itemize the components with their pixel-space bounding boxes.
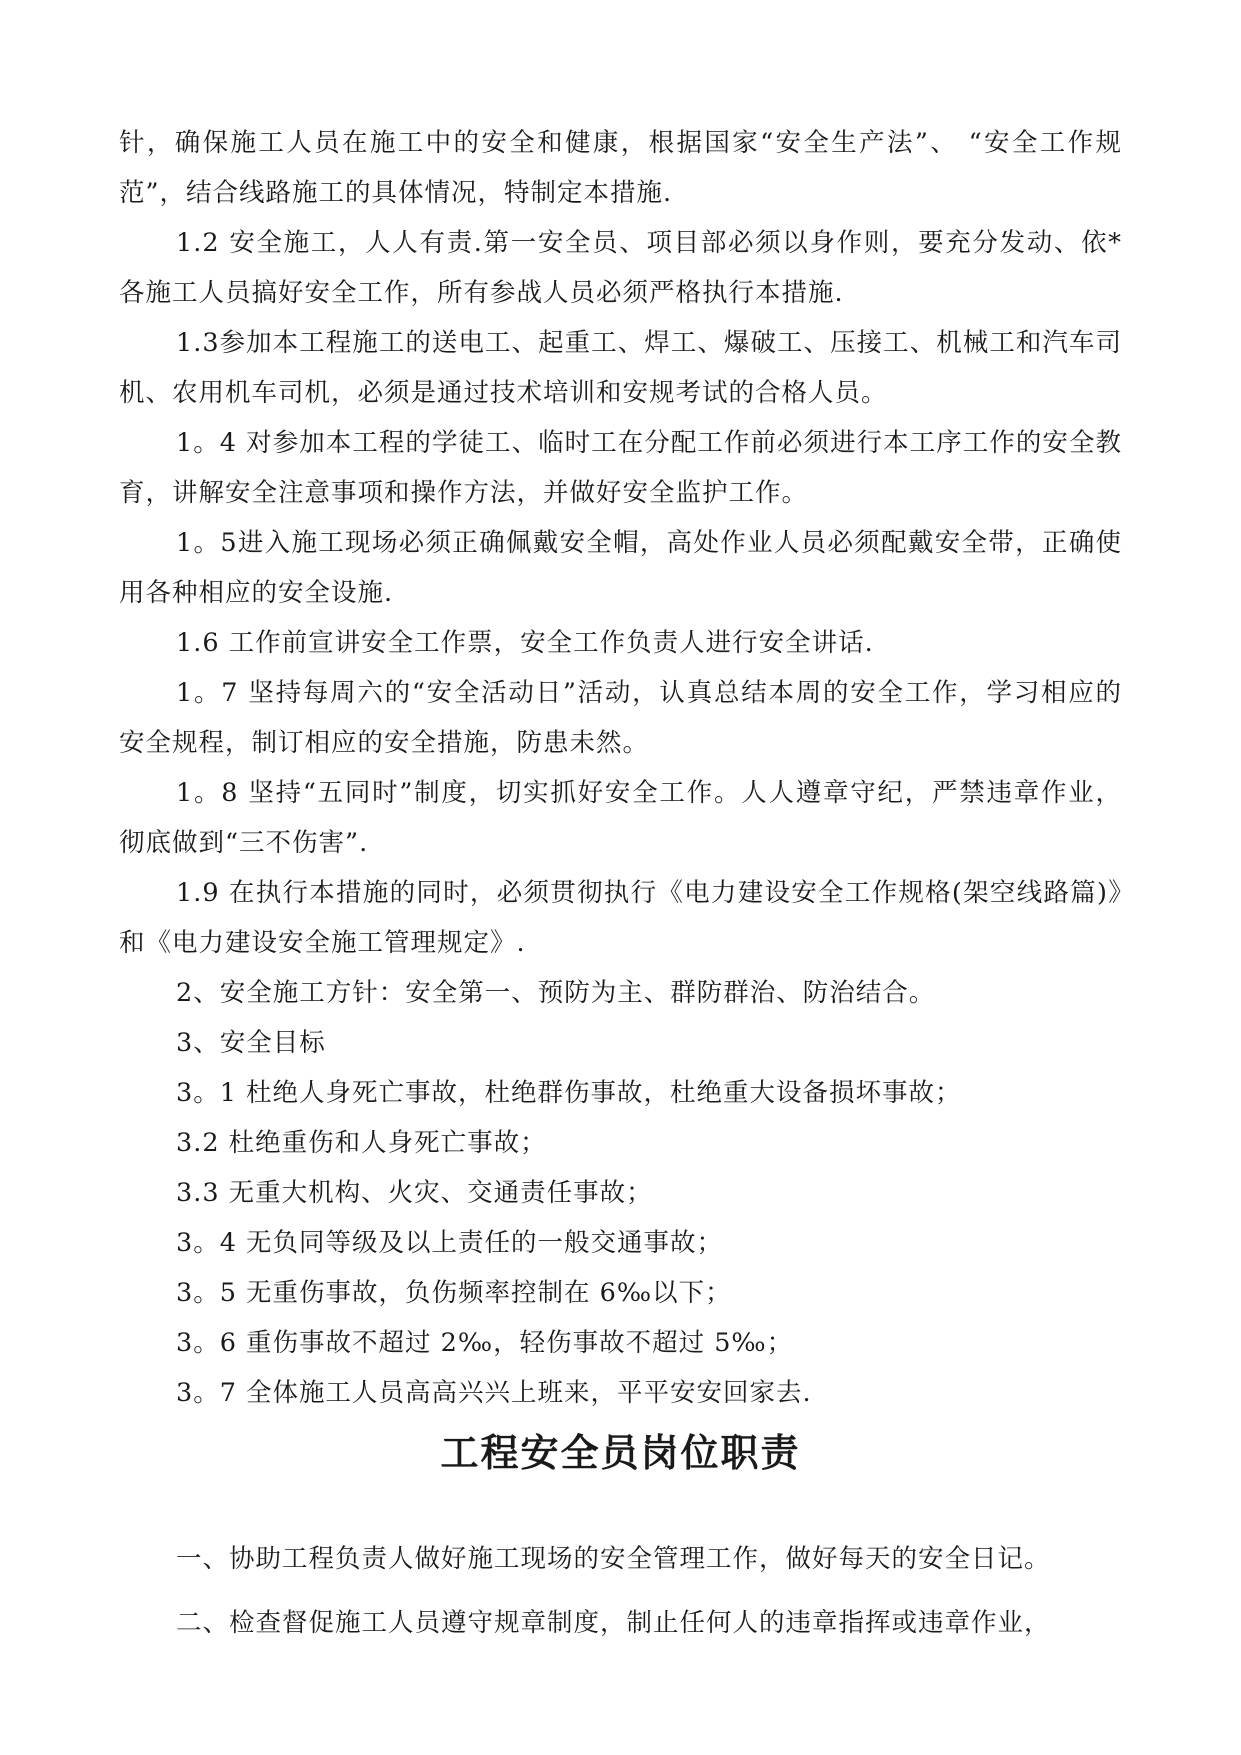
paragraph-2: 2、安全施工方针：安全第一、预防为主、群防群治、防治结合。	[176, 978, 936, 1008]
paragraph-3-3: 3.3 无重大机构、火灾、交通责任事故；	[176, 1178, 653, 1208]
paragraph-3-1: 3。1 杜绝人身死亡事故，杜绝群伤事故，杜绝重大设备损坏事故；	[176, 1078, 962, 1108]
paragraph-3-4: 3。4 无负同等级及以上责任的一般交通事故；	[176, 1228, 724, 1258]
paragraph-1-5: 1。5进入施工现场必须正确佩戴安全帽，高处作业人员必须配戴安全带，正确使用各种相应的安全设施.	[119, 528, 1122, 608]
paragraph-3-7: 3。7 全体施工人员高高兴兴上班来，平平安安回家去.	[176, 1378, 812, 1408]
paragraph-3-5: 3。5 无重伤事故，负伤频率控制在 6‰以下；	[176, 1278, 732, 1308]
document-page	[119, 118, 1122, 1662]
paragraph-1-2: 1.2 安全施工，人人有责.第一安全员、项目部必须以身作则，要充分发动、依*各施工人员搞好安全工作，所有参战人员必须严格执行本措施.	[119, 228, 1122, 308]
paragraph-3-heading: 3、安全目标	[176, 1028, 326, 1058]
duty-item-1: 一、协助工程负责人做好施工现场的安全管理工作，做好每天的安全日记。	[176, 1544, 1051, 1574]
paragraph-1-9: 1.9 在执行本措施的同时，必须贯彻执行《电力建设安全工作规格(架空线路篇)》和《电力建设安全施工管理规定》.	[119, 878, 1122, 958]
section-spacer	[119, 1476, 1122, 1534]
paragraph-3-2: 3.2 杜绝重伤和人身死亡事故；	[176, 1128, 547, 1158]
paragraph-1-4: 1。4 对参加本工程的学徒工、临时工在分配工作前必须进行本工序工作的安全教育，讲解安全注意事项和操作方法，并做好安全监护工作。	[119, 428, 1122, 508]
paragraph-1-3: 1.3参加本工程施工的送电工、起重工、焊工、爆破工、压接工、机械工和汽车司机、农用机车司机，必须是通过技术培训和安规考试的合格人员。	[119, 328, 1122, 408]
paragraph-1-6: 1.6 工作前宣讲安全工作票，安全工作负责人进行安全讲话.	[176, 628, 874, 658]
paragraph-3-6: 3。6 重伤事故不超过 2‰，轻伤事故不超过 5‰；	[176, 1328, 794, 1358]
duty-item-2: 二、检查督促施工人员遵守规章制度，制止任何人的违章指挥或违章作业，	[176, 1608, 1051, 1638]
paragraph-1-8: 1。8 坚持“五同时”制度，切实抓好安全工作。人人遵章守纪，严禁违章作业，彻底做到“三不伤害”.	[119, 778, 1122, 858]
paragraph-1-7: 1。7 坚持每周六的“安全活动日”活动，认真总结本周的安全工作，学习相应的安全规程，制订相应的安全措施，防患未然。	[119, 678, 1122, 758]
section-title: 工程安全员岗位职责	[440, 1431, 801, 1475]
paragraph-intro: 针，确保施工人员在施工中的安全和健康，根据国家“安全生产法”、 “安全工作规范”，结合线路施工的具体情况，特制定本措施.	[119, 128, 1122, 208]
